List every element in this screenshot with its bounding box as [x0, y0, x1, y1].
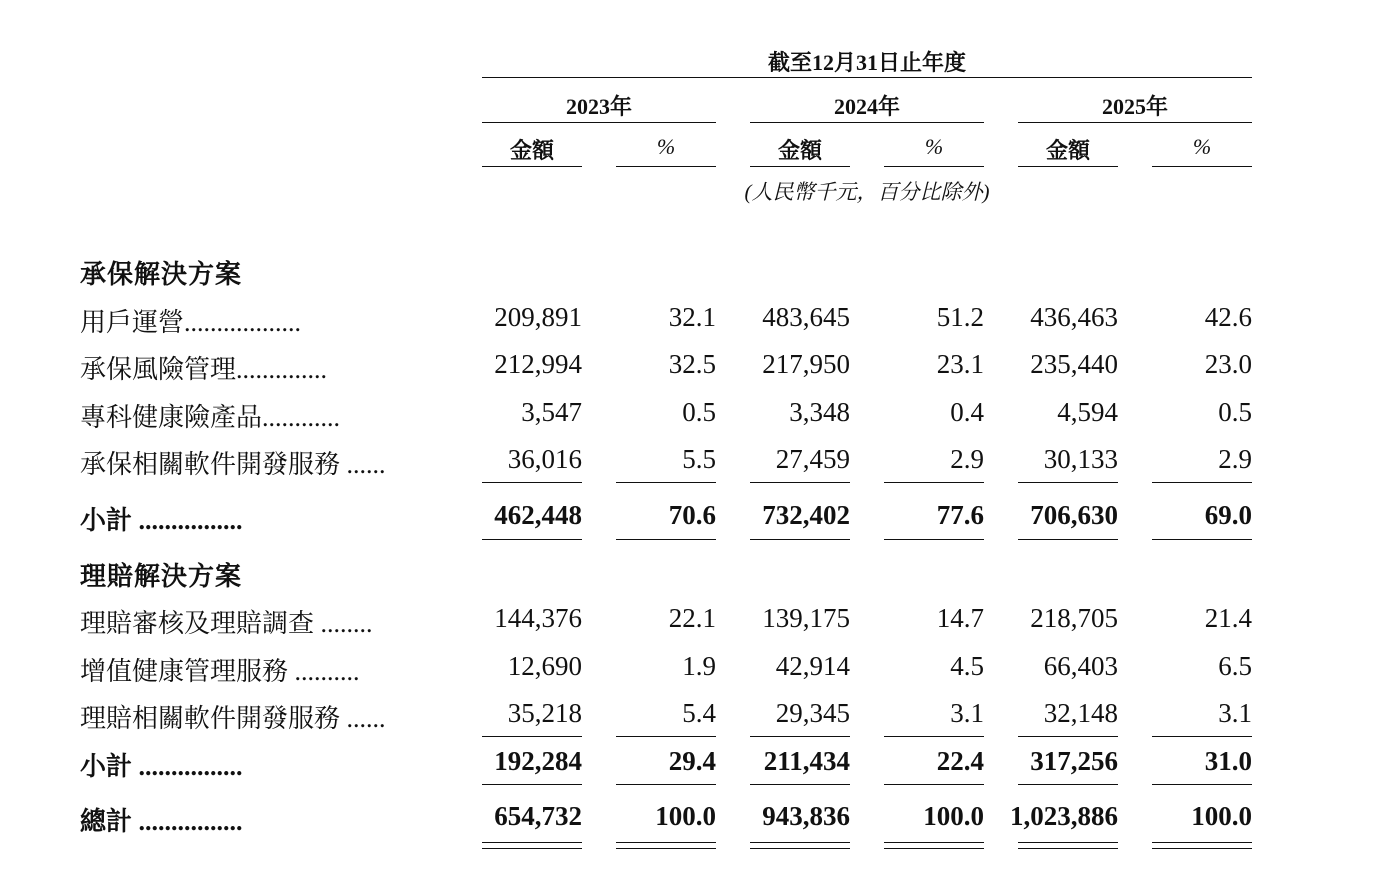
cell-amount-2025: 4,594: [1057, 397, 1118, 427]
cell-amount-2023: 3,547: [521, 397, 582, 427]
col-underline: [1152, 166, 1252, 167]
amount-header-2023: 金額: [509, 138, 554, 163]
total-double-rule: [750, 842, 850, 843]
cell-amount-2024: 27,459: [775, 444, 850, 474]
subtotal-pct-2025: 69.0: [1204, 500, 1252, 530]
cell-pct-2023: 0.5: [682, 397, 716, 427]
section-title-claims: 理賠解決方案: [80, 562, 243, 591]
unit-note: (人民幣千元，百分比除外): [744, 180, 990, 204]
subtotal-rule: [884, 482, 984, 483]
pct-header-2023: %: [656, 134, 676, 159]
subtotal-pct-2024: 22.4: [936, 746, 984, 776]
cell-amount-2023: 144,376: [494, 603, 582, 633]
cell-pct-2025: 6.5: [1218, 651, 1252, 681]
subtotal-rule: [884, 736, 984, 737]
subtotal-amount-2025: 706,630: [1030, 500, 1118, 530]
col-underline: [616, 166, 716, 167]
total-pct-2024: 100.0: [923, 801, 984, 831]
cell-amount-2024: 483,645: [762, 302, 850, 332]
subtotal-bottom-rule: [1152, 539, 1252, 540]
pct-header-2024: %: [924, 134, 944, 159]
cell-amount-2023: 209,891: [494, 302, 582, 332]
subtotal-amount-2025: 317,256: [1030, 746, 1118, 776]
total-double-rule: [482, 848, 582, 849]
cell-pct-2023: 5.4: [682, 698, 716, 728]
subtotal-amount-2024: 732,402: [762, 500, 850, 530]
row-label: 理賠審核及理賠調查 ........: [80, 609, 373, 638]
period-header: 截至12月31日止年度: [767, 50, 966, 75]
subtotal-rule: [1152, 736, 1252, 737]
total-double-rule: [1152, 848, 1252, 849]
year-underline-2024: [750, 122, 984, 123]
subtotal-bottom-rule: [1018, 539, 1118, 540]
total-double-rule: [482, 842, 582, 843]
cell-pct-2023: 5.5: [682, 444, 716, 474]
cell-amount-2025: 235,440: [1030, 349, 1118, 379]
cell-amount-2025: 436,463: [1030, 302, 1118, 332]
subtotal-pct-2023: 70.6: [668, 500, 716, 530]
cell-amount-2024: 29,345: [775, 698, 850, 728]
cell-pct-2024: 0.4: [950, 397, 984, 427]
cell-pct-2024: 23.1: [936, 349, 984, 379]
subtotal-rule: [750, 482, 850, 483]
subtotal-amount-2024: 211,434: [763, 746, 850, 776]
subtotal-pct-2023: 29.4: [668, 746, 716, 776]
cell-pct-2025: 2.9: [1218, 444, 1252, 474]
cell-pct-2024: 3.1: [950, 698, 984, 728]
col-underline: [482, 166, 582, 167]
subtotal-rule: [482, 482, 582, 483]
col-underline: [884, 166, 984, 167]
subtotal-bottom-rule: [616, 539, 716, 540]
subtotal-rule: [482, 736, 582, 737]
cell-pct-2025: 21.4: [1204, 603, 1252, 633]
row-label: 專科健康險產品............: [80, 403, 341, 432]
cell-pct-2023: 1.9: [682, 651, 716, 681]
col-underline: [1018, 166, 1118, 167]
cell-amount-2025: 30,133: [1043, 444, 1118, 474]
cell-amount-2023: 36,016: [507, 444, 582, 474]
row-label: 用戶運營..................: [80, 308, 302, 337]
year-underline-2025: [1018, 122, 1252, 123]
total-pct-2023: 100.0: [655, 801, 716, 831]
cell-pct-2023: 22.1: [668, 603, 716, 633]
period-underline: [482, 77, 1252, 78]
cell-pct-2023: 32.1: [668, 302, 716, 332]
cell-pct-2024: 2.9: [950, 444, 984, 474]
total-double-rule: [616, 848, 716, 849]
cell-pct-2025: 23.0: [1204, 349, 1252, 379]
total-top-rule: [1152, 784, 1252, 785]
year-underline-2023: [482, 122, 716, 123]
subtotal-rule: [616, 482, 716, 483]
subtotal-pct-2024: 77.6: [936, 500, 984, 530]
cell-pct-2024: 14.7: [936, 603, 984, 633]
subtotal-label: 小計 ................: [80, 752, 243, 781]
cell-amount-2023: 35,218: [507, 698, 582, 728]
total-pct-2025: 100.0: [1191, 801, 1252, 831]
cell-pct-2025: 42.6: [1204, 302, 1252, 332]
subtotal-rule: [1018, 482, 1118, 483]
cell-amount-2025: 32,148: [1043, 698, 1118, 728]
subtotal-pct-2025: 31.0: [1204, 746, 1252, 776]
total-top-rule: [1018, 784, 1118, 785]
row-label: 理賠相關軟件開發服務 ......: [80, 704, 386, 733]
year-header-2025: 2025年: [1101, 94, 1168, 119]
cell-pct-2024: 4.5: [950, 651, 984, 681]
subtotal-label: 小計 ................: [80, 506, 243, 535]
total-double-rule: [616, 842, 716, 843]
col-underline: [750, 166, 850, 167]
amount-header-2025: 金額: [1045, 138, 1090, 163]
subtotal-amount-2023: 462,448: [494, 500, 582, 530]
cell-amount-2025: 218,705: [1030, 603, 1118, 633]
subtotal-amount-2023: 192,284: [494, 746, 582, 776]
year-header-2024: 2024年: [833, 94, 900, 119]
cell-pct-2025: 0.5: [1218, 397, 1252, 427]
total-amount-2024: 943,836: [762, 801, 850, 831]
row-label: 承保風險管理..............: [80, 355, 328, 384]
total-top-rule: [884, 784, 984, 785]
cell-amount-2024: 217,950: [762, 349, 850, 379]
cell-amount-2024: 3,348: [789, 397, 850, 427]
subtotal-bottom-rule: [884, 539, 984, 540]
total-double-rule: [884, 842, 984, 843]
total-top-rule: [616, 784, 716, 785]
total-double-rule: [750, 848, 850, 849]
subtotal-bottom-rule: [750, 539, 850, 540]
total-label: 總計 ................: [80, 807, 243, 836]
pct-header-2025: %: [1192, 134, 1212, 159]
year-header-2023: 2023年: [565, 94, 632, 119]
cell-pct-2025: 3.1: [1218, 698, 1252, 728]
subtotal-rule: [616, 736, 716, 737]
total-double-rule: [1152, 842, 1252, 843]
total-amount-2023: 654,732: [494, 801, 582, 831]
subtotal-bottom-rule: [482, 539, 582, 540]
subtotal-rule: [1018, 736, 1118, 737]
subtotal-rule: [750, 736, 850, 737]
cell-amount-2024: 139,175: [762, 603, 850, 633]
cell-amount-2023: 12,690: [507, 651, 582, 681]
cell-amount-2025: 66,403: [1043, 651, 1118, 681]
total-amount-2025: 1,023,886: [1010, 801, 1118, 831]
amount-header-2024: 金額: [777, 138, 822, 163]
row-label: 增值健康管理服務 ..........: [80, 657, 360, 686]
cell-amount-2023: 212,994: [494, 349, 582, 379]
row-label: 承保相關軟件開發服務 ......: [80, 450, 386, 479]
cell-pct-2023: 32.5: [668, 349, 716, 379]
subtotal-rule: [1152, 482, 1252, 483]
cell-pct-2024: 51.2: [936, 302, 984, 332]
cell-amount-2024: 42,914: [775, 651, 850, 681]
total-top-rule: [482, 784, 582, 785]
total-top-rule: [750, 784, 850, 785]
total-double-rule: [884, 848, 984, 849]
total-double-rule: [1018, 842, 1118, 843]
total-double-rule: [1018, 848, 1118, 849]
section-title-underwriting: 承保解決方案: [80, 260, 243, 289]
